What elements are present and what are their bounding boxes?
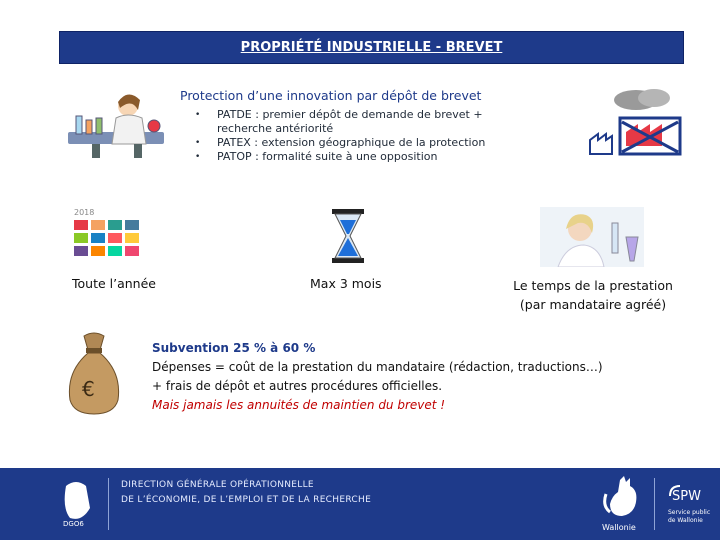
footer-separator xyxy=(108,478,109,530)
spw-sub2: de Wallonie xyxy=(668,517,703,524)
spw-label: SPW xyxy=(672,489,701,504)
caption-time xyxy=(507,276,679,314)
calendar-icon xyxy=(72,206,142,268)
bullet-item: • PATDE : premier dépôt de demande de brevet + recherche antériorité xyxy=(190,108,520,136)
dgo6-logo xyxy=(60,478,96,528)
bullet-item: • PATEX : extension géographique de la protection xyxy=(190,136,520,150)
bullet-list xyxy=(190,108,520,164)
caption-time-line2: (par mandataire agréé) xyxy=(519,297,667,312)
footer xyxy=(0,468,720,540)
subsidy-expenses: Dépenses = coût de la prestation du mandataire (rédaction, traductions…) xyxy=(152,360,603,374)
title-bar xyxy=(59,31,684,64)
page-title: PROPRIÉTÉ INDUSTRIELLE - BREVET xyxy=(240,40,503,55)
hourglass-icon xyxy=(331,208,365,264)
money-bag-icon xyxy=(62,330,126,416)
subsidy-block xyxy=(152,339,603,415)
subsidy-rate: Subvention 25 % à 60 % xyxy=(152,341,316,355)
spw-sub1: Service public xyxy=(668,509,711,516)
subsidy-fees: + frais de dépôt et autres procédures officielles. xyxy=(152,379,443,393)
caption-time-line1: Le temps de la prestation xyxy=(513,278,673,293)
researcher-photo xyxy=(540,207,644,267)
footer-line2: DE L’ÉCONOMIE, DE L’EMPLOI ET DE LA RECHERCHE xyxy=(121,495,372,505)
rooster-logo xyxy=(600,476,646,534)
euro-symbol: € xyxy=(82,377,95,401)
bullet-item: • PATOP : formalité suite à une opposition xyxy=(190,150,520,164)
spw-logo xyxy=(664,482,716,528)
footer-line1: DIRECTION GÉNÉRALE OPÉRATIONNELLE xyxy=(121,480,314,490)
dgo6-label: DGO6 xyxy=(63,520,84,528)
caption-duration: Max 3 mois xyxy=(310,276,382,291)
footer-separator xyxy=(654,478,655,530)
subtitle: Protection d’une innovation par dépôt de brevet xyxy=(180,88,482,103)
subsidy-exclusion: Mais jamais les annuités de maintien du brevet ! xyxy=(152,398,446,412)
footer-text xyxy=(121,478,371,508)
wallonie-label: Wallonie xyxy=(602,523,636,532)
calendar-year: 2018 xyxy=(74,208,95,217)
caption-year: Toute l’année xyxy=(72,276,156,291)
scientist-illustration xyxy=(62,88,170,160)
factory-icon xyxy=(584,86,688,160)
